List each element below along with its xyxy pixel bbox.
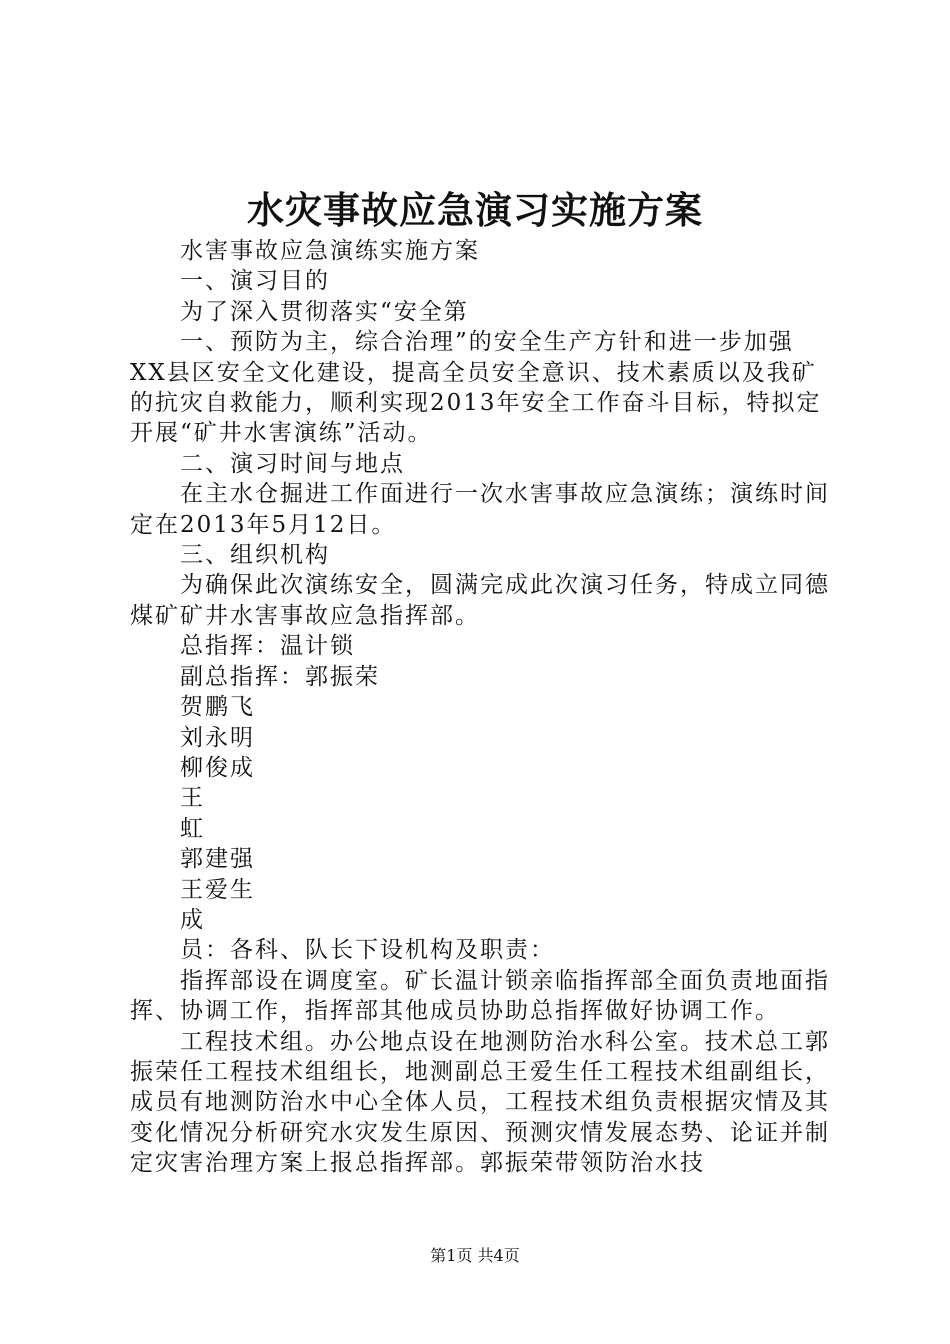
section-heading: 一、演习目的: [180, 268, 330, 295]
section-heading: 三、组织机构: [180, 542, 330, 569]
paragraph: 在主水仓掘进工作面进行一次水害事故应急演练；演练时间定在2013年5月12日。: [130, 481, 830, 538]
page-footer: 第1页 共4页: [430, 1246, 520, 1265]
list-item: 贺鹏飞: [180, 694, 255, 721]
list-item: 虹: [180, 815, 205, 842]
paragraph: 水害事故应急演练实施方案: [180, 238, 480, 264]
document-title: 水灾事故应急演习实施方案: [247, 188, 703, 232]
paragraph: 工程技术组。办公地点设在地测防治水科公室。技术总工郭振荣任工程技术组组长，地测副总王爱生任工程技术组副组长，成员有地测防治水中心全体人员，工程技术组负责根据灾情及其变化情况分析研究水灾发生原因、预测灾情发展态势、论证并制定灾害治理方案上报总指挥部。郭振荣带领防治水技: [130, 1028, 830, 1177]
paragraph: 为了深入贯彻落实“安全第: [180, 298, 469, 325]
list-item: 王: [180, 785, 205, 812]
paragraph: 为确保此次演练安全，圆满完成此次演习任务，特成立同德煤矿矿井水害事故应急指挥部。: [130, 572, 830, 629]
list-item: 郭建强: [180, 846, 255, 873]
list-item: 柳俊成: [180, 754, 255, 781]
list-item: 刘永明: [180, 724, 255, 751]
list-item: 成: [180, 906, 205, 933]
list-item: 总指挥：温计锁: [180, 633, 355, 660]
list-item: 王爱生: [180, 876, 255, 903]
document-body: [130, 236, 830, 1179]
section-heading: 二、演习时间与地点: [180, 450, 405, 477]
paragraph: 一、预防为主，综合治理”的安全生产方针和进一步加强XX县区安全文化建设，提高全员安全意识、技术素质以及我矿的抗灾自救能力，顺利实现2013年安全工作奋斗目标，特拟定开展“矿井水害演练”活动。: [130, 329, 822, 447]
list-item: 副总指挥：郭振荣: [180, 663, 380, 690]
list-item: 员：各科、队长下设机构及职责：: [180, 937, 555, 964]
paragraph: 指挥部设在调度室。矿长温计锁亲临指挥部全面负责地面指挥、协调工作，指挥部其他成员协助总指挥做好协调工作。: [130, 967, 830, 1025]
